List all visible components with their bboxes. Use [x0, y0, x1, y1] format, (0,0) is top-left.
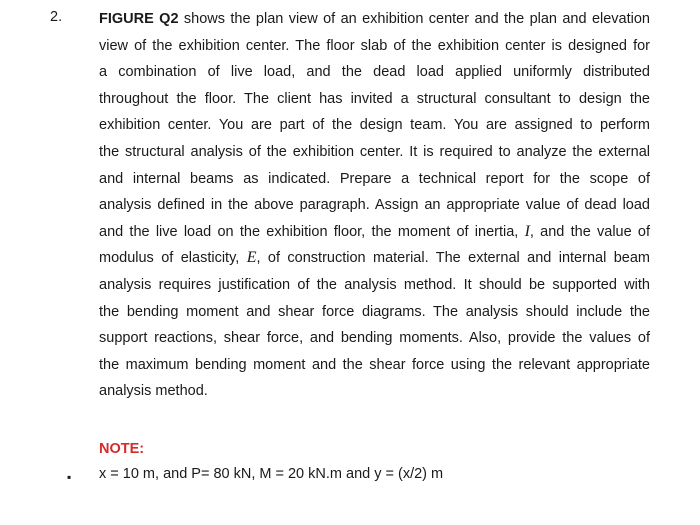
paragraph-line-5: exhibition center. You are part of the design team. You are assigned to perform: [99, 117, 650, 134]
paragraph-line-8: analysis defined in the above paragraph. Assign an appropriate value of dead load: [99, 197, 650, 214]
bullet-icon: ▪: [67, 470, 72, 484]
paragraph-line-12: the bending moment and shear force diagrams. The analysis should include the: [99, 303, 650, 320]
figure-reference: FIGURE Q2: [99, 11, 179, 27]
paragraph-line-13: support reactions, shear force, and bending moments. Also, provide the values of: [99, 330, 650, 347]
paragraph-line-4: throughout the floor. The client has invited a structural consultant to design the: [99, 90, 650, 107]
paragraph-line-10: modulus of elasticity, E, of construction material. The external and internal beam: [99, 249, 650, 267]
question-paragraph: [99, 6, 650, 405]
question-number: 2.: [50, 9, 63, 25]
paragraph-line-3: a combination of live load, and the dead load applied uniformly distributed: [99, 64, 650, 81]
paragraph-line-1: FIGURE Q2 shows the plan view of an exhibition center and the plan and elevation: [99, 11, 650, 27]
paragraph-line-7: and internal beams as indicated. Prepare a technical report for the scope of: [99, 170, 650, 187]
note-values: x = 10 m, and P= 80 kN, M = 20 kN.m and y = (x/2) m: [99, 466, 444, 482]
paragraph-line-11: analysis requires justification of the analysis method. It should be supported with: [99, 276, 650, 293]
modulus-symbol: E: [246, 249, 257, 267]
note-label: NOTE:: [99, 441, 145, 457]
paragraph-line-6: the structural analysis of the exhibition center. It is required to analyze the external: [99, 143, 650, 160]
paragraph-line-14: the maximum bending moment and the shear force using the relevant appropriate: [99, 356, 650, 373]
paragraph-line-15: analysis method.: [99, 383, 208, 400]
moment-of-inertia-symbol: I: [524, 222, 530, 240]
paragraph-line-9: and the live load on the exhibition floor, the moment of inertia, I, and the value of: [99, 222, 651, 240]
paragraph-line-2: view of the exhibition center. The floor slab of the exhibition center is designed for: [99, 37, 650, 54]
